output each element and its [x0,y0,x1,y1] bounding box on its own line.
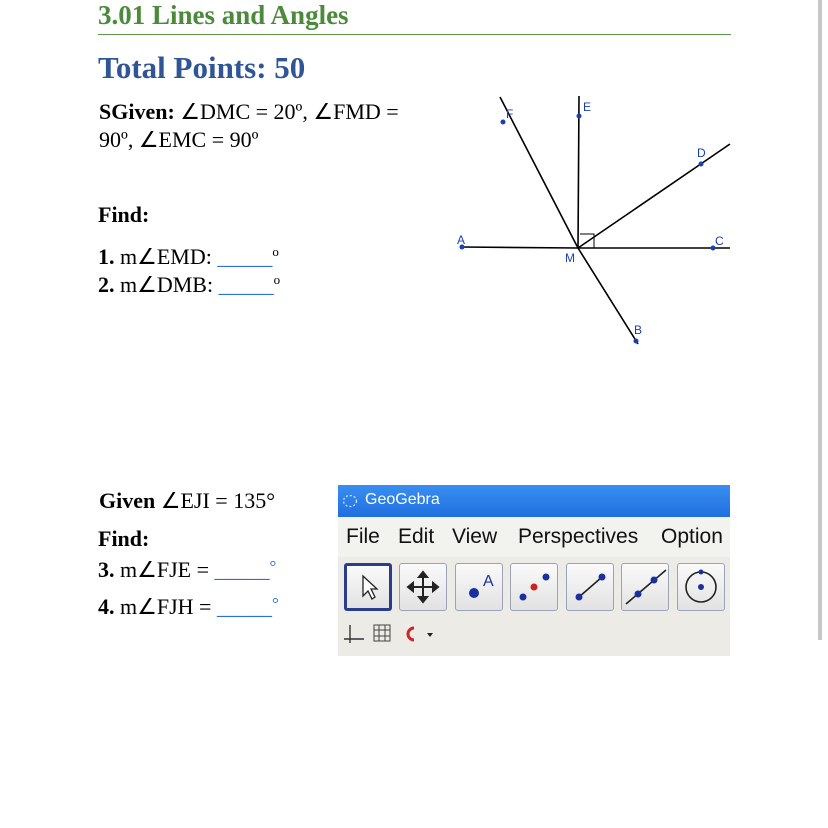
label-b: B [634,323,643,337]
degree-mark: o [273,272,281,287]
point-d [699,162,704,167]
move-graphics-button[interactable] [399,563,447,611]
geogebra-style-bar [338,615,730,656]
question-text: m∠FJE = [114,557,215,582]
geogebra-logo-icon [342,493,358,509]
move-tool-button[interactable] [344,563,392,611]
ray-mb [578,248,638,344]
given-label: SGiven: [99,99,175,124]
question-text: m∠DMB: [114,272,219,297]
given-2-line [99,487,275,515]
menu-edit[interactable]: Edit [398,525,435,548]
given-line-1 [99,98,399,126]
axes-toggle-icon [344,625,364,643]
title-divider [98,34,731,35]
given-text-1: ∠DMC = 20º, ∠FMD = [174,99,399,124]
total-points-heading: Total Points: 50 [98,50,306,85]
move-graphics-view-icon [400,564,446,610]
label-d: D [697,146,706,160]
label-a: A [457,233,466,247]
point-e [577,114,582,119]
geogebra-titlebar [338,485,730,517]
midpoint-icon [511,564,557,610]
answer-blank[interactable]: _____ [216,594,272,619]
menu-perspectives[interactable]: Perspectives [518,525,639,548]
dropdown-arrow-icon [427,633,433,637]
question-number: 4. [98,594,115,619]
point-capturing-magnet-icon [408,628,414,640]
segment-button[interactable] [566,563,614,611]
midpoint-button[interactable] [510,563,558,611]
degree-mark: ° [269,557,277,576]
page-scrollbar[interactable] [818,0,822,640]
menu-file[interactable]: File [346,525,380,548]
point-b [634,339,639,344]
given-text: ∠EJI = 135° [155,488,275,513]
point-label-a: A [483,573,494,590]
ray-ma [462,247,578,248]
given-line-2: 90º, ∠EMC = 90º [99,127,259,152]
answer-blank[interactable]: _____ [218,272,274,297]
grid-toggle-icon [374,625,390,641]
find-label: Find: [98,202,150,227]
given-label: Given [99,488,156,513]
label-e: E [583,100,592,114]
question-text: m∠EMD: [114,244,218,269]
new-point-button[interactable] [455,563,503,611]
point-f [501,120,506,125]
menu-view[interactable]: View [452,525,498,548]
ray-me [578,96,579,248]
ray-md [578,144,730,248]
answer-blank[interactable]: _____ [214,557,270,582]
new-point-icon [456,564,502,610]
question-3 [98,553,276,584]
find-label: Find: [98,526,150,551]
geogebra-menubar [338,517,730,557]
menu-options[interactable]: Option [661,525,723,548]
question-2 [98,266,280,299]
geogebra-toolbar [338,557,730,615]
label-f: F [506,107,514,121]
label-c: C [715,234,724,248]
question-number: 1. [98,244,115,269]
geogebra-window [338,485,730,656]
circle-icon [678,564,724,610]
page-title: 3.01 Lines and Angles [98,0,349,30]
label-m: M [565,251,575,265]
style-bar-icons [338,617,448,651]
geogebra-title: GeoGebra [365,491,440,508]
answer-blank[interactable]: _____ [217,244,273,269]
line-icon [622,564,668,610]
line-button[interactable] [621,563,669,611]
question-4 [98,590,279,621]
segment-icon [567,564,613,610]
angle-diagram [450,92,735,354]
move-tool-icon [347,566,389,608]
circle-button[interactable] [677,563,725,611]
degree-mark: o [272,244,279,259]
question-number: 2. [98,272,115,297]
question-number: 3. [98,557,115,582]
question-text: m∠FJH = [114,594,217,619]
degree-mark: ° [271,594,279,613]
